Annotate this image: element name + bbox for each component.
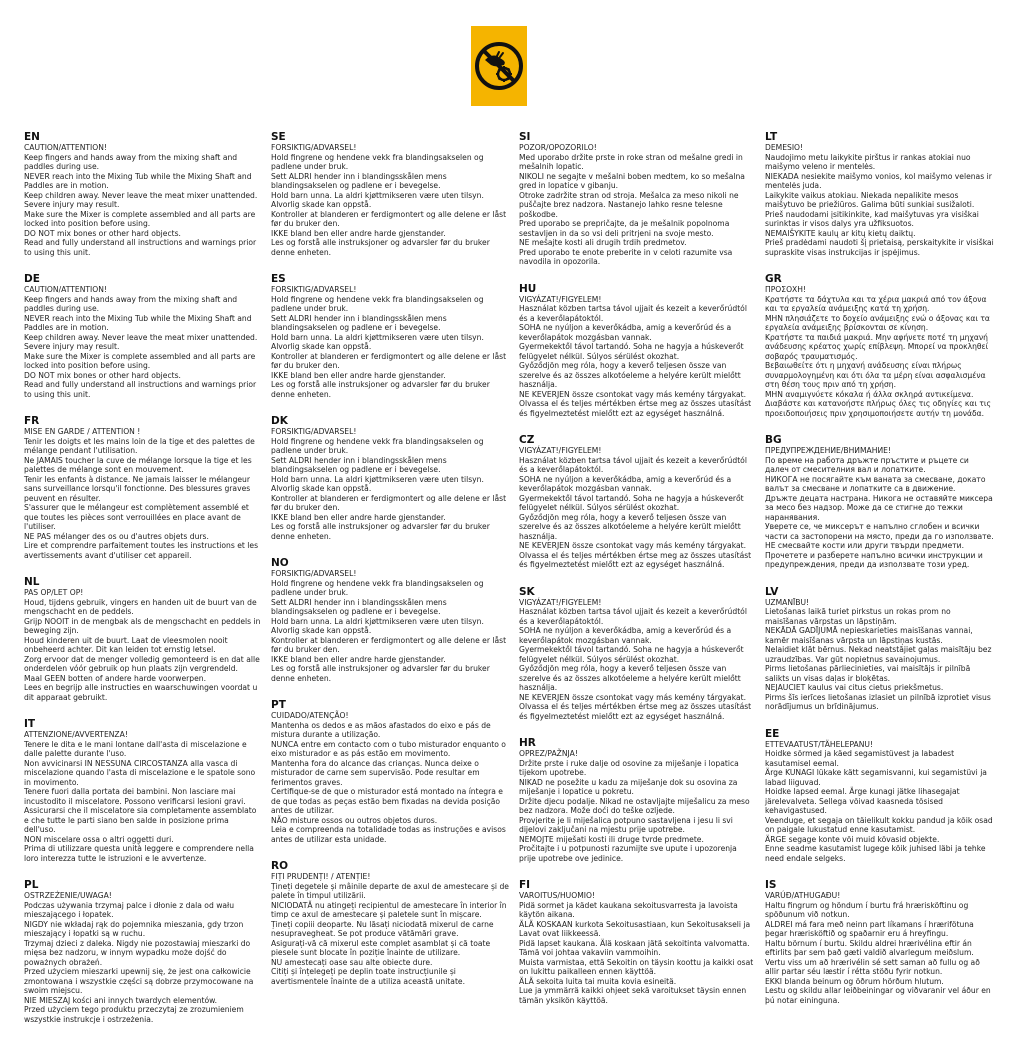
warning-line: Otroke zadržite stran od stroja. Mešalca za meso nikoli ne puščajte brez nadzora. Nastanejo lahko resne telesne poškodbe. <box>519 190 739 219</box>
language-code: PL <box>24 879 39 891</box>
warning-line: NU amestecați oase sau alte obiecte dure. <box>271 957 433 967</box>
warning-heading: VIGYÁZAT!/FIGYELEM! <box>519 294 602 304</box>
language-code: LV <box>765 585 779 598</box>
warning-line: Les og forstå alle instruksjoner og advarsler før du bruker denne enheten. <box>271 380 490 399</box>
language-code: FI <box>519 879 531 891</box>
warning-heading: CAUTION/ATTENTION! <box>24 285 107 294</box>
warning-line: Țineți degetele și mâinile departe de axul de amestecare și de palete în timpul utilizării. <box>271 881 509 900</box>
warning-line: Hoidke sõrmed ja käed segamistüvest ja labadest kasutamisel eemal. <box>765 749 955 768</box>
language-code: DE <box>24 273 40 285</box>
warning-heading: MISE EN GARDE / ATTENTION ! <box>24 427 141 436</box>
warning-line: Przed użyciem tego produktu przeczytaj ze zrozumieniem wszystkie instrukcje i ostrzeżenia. <box>24 1005 244 1024</box>
language-block <box>765 273 994 418</box>
warning-line: Győződjön meg róla, hogy a keverő teljesen össze van szerelve és az összes alkotóeleme a helyére került mielőtt használja. <box>519 361 741 389</box>
warning-line: Enne seadme kasutamist lugege kõik juhised läbi ja tehke need endale selgeks. <box>765 844 986 863</box>
warning-line: Keep children away. Never leave the meat mixer unattended. Severe injury may result. <box>24 190 258 209</box>
warning-line: Tenere le dita e le mani lontane dall'asta di miscelazione e dalle palette durante l'uso. <box>24 739 247 758</box>
warning-line: NEJAUCIET kaulus vai citus cietus priekšmetus. <box>765 683 944 692</box>
warning-line: DO NOT mix bones or other hard objects. <box>24 370 181 380</box>
language-block <box>24 415 261 560</box>
warning-line: Naudojimo metu laikykite pirštus ir rankas atokiai nuo maišymo velenо ir mentelės. <box>765 152 971 171</box>
warning-line: Kontroller at blanderen er ferdigmontert og alle delene er låst før du bruker den. <box>271 635 507 654</box>
warning-line: SOHA ne nyúljon a keverőkádba, amig a keverőrúd és a keverőlapátok mozgásban vannak. <box>519 323 732 342</box>
warning-line: Trzymaj dzieci z daleka. Nigdy nie pozostawiaj mieszarki do mięsa bez nadzoru, w innym wypadku może dojść do poważnych obrażeń. <box>24 938 251 967</box>
language-block <box>271 415 509 541</box>
warning-line: NICIODATĂ nu atingeți recipientul de amestecare în interior în timp ce axul de amestecare și paletele sunt în mișcare. <box>271 900 507 919</box>
warning-line: SOHA ne nyúljon a keverőkádba, amig a keverőrúd és a keverőlapátok mozgásban vannak. <box>519 474 732 493</box>
warning-column <box>519 131 765 1040</box>
warning-heading: VIGYÁZAT!/FIGYELEM! <box>519 597 602 607</box>
warning-line: Κρατήστε τα παιδιά μακριά. Μην αφήνετε ποτέ τη μηχανή ανάδευσης κρέατος χωρίς επίβλεψη. Μπορεί να προκληθεί σοβαρός τραυματισμός. <box>765 332 989 361</box>
warning-line: Ärge KUNAGI lükake kätt segamisvanni, kui segamistüvi ja labad liiguvad. <box>765 768 987 787</box>
warning-line: Leia e compreenda na totalidade todas as instruções e avisos antes de utilizar esta unidade. <box>271 825 506 844</box>
language-block <box>765 131 994 257</box>
warning-line: Tenir les enfants à distance. Ne jamais laisser le mélangeur sans surveillance lorsqu'il fonctionne. Des blessures graves peuvent en résulter. <box>24 474 251 503</box>
warning-line: Διαβάστε και κατανοήστε πλήρως όλες τις οδηγίες και τις προειδοποιήσεις πριν χρησιμοποιήσετε αυτήν τη μονάδα. <box>765 399 991 418</box>
language-block <box>24 718 261 863</box>
warning-line: ÄLÄ KOSKAAN kurkota Sekoitusastiaan, kun Sekoitusakseli ja Lavat ovat liikkeessä. <box>519 919 751 938</box>
language-block <box>765 879 994 1005</box>
warning-line: Lietošanas laikā turiet pirkstus un rokas prom no maisīšanas vārpstas un lāpstiņām. <box>765 607 951 626</box>
warning-line: Hold barn unna. La aldri kjøttmikseren være uten tilsyn. Alvorlig skade kan oppstå. <box>271 190 484 209</box>
warning-line: Ne JAMAIS toucher la cuve de mélange lorsque la tige et les palettes de mélange sont en mouvement. <box>24 455 252 474</box>
warning-line: Make sure the Mixer is complete assembled and all parts are locked into position before using. <box>24 351 256 370</box>
language-block <box>519 131 755 267</box>
warning-line: IKKE bland ben eller andre harde gjenstander. <box>271 512 446 522</box>
warning-line: NIEKADA nesiekite maišymo vonios, kol maišymo velenas ir mentelės juda. <box>765 171 992 190</box>
warning-line: Houd, tijdens gebruik, vingers en handen uit de buurt van de mengschacht en de peddels. <box>24 597 257 616</box>
language-block <box>765 434 994 570</box>
warning-line: Hold fingrene og hendene vekk fra blandingsakselen og padlene under bruk. <box>271 436 484 455</box>
warning-line: Gyermekektől távol tartandó. Soha ne hagyja a húskeverőt felügyelet nélkül. Súlyos sérülést okozhat. <box>519 645 744 664</box>
warning-line: ΜΗΝ πλησιάζετε το δοχείο ανάμειξης ενώ ο άξονας και τα εργαλεία ανάμειξης βρίσκονται σε κίνηση. <box>765 313 990 332</box>
warning-line: Nelaidiet klāt bērnus. Nekad neatstājiet gaļas maisītāju bez uzraudzības. Var gūt nopietnus savainojumus. <box>765 645 992 664</box>
warning-line: Muista varmistaa, että Sekoitin on täysin koottu ja kaikki osat on lukittu paikalleen ennen käyttöä. <box>519 957 754 976</box>
language-block <box>271 860 509 986</box>
warning-line: Mantenha fora do alcance das crianças. Nunca deixe o misturador de carne sem supervisão. Pode resultar em ferimentos graves. <box>271 758 480 787</box>
warnings-grid <box>24 131 1004 1024</box>
warning-line: Citiți și înțelegeți pe deplin toate instrucțiunile și avertismentele înainte de a utiliza această unitate. <box>271 967 466 986</box>
language-code: SK <box>519 585 535 598</box>
warning-line: Držite djecu podalje. Nikad ne ostavljajte miješalicu za meso bez nadzora. Može doći do teške ozljede. <box>519 796 750 815</box>
warning-heading: VARÚÐ/ATHUGAÐU! <box>765 891 841 900</box>
language-block <box>519 879 755 1005</box>
warning-heading: CAUTION/ATTENTION! <box>24 143 107 152</box>
warning-line: IKKE bland ben eller andre harde gjenstander. <box>271 370 446 380</box>
warning-line: Gyermekektől távol tartandó. Soha ne hagyja a húskeverőt felügyelet nélkül. Súlyos sérülést okozhat. <box>519 493 744 512</box>
warning-line: Med uporabo držite prste in roke stran od mešalne gredi in mešalnih lopatic. <box>519 152 743 171</box>
warning-line: Gyermekektől távol tartandó. Soha ne hagyja a húskeverőt felügyelet nélkül. Súlyos sérülést okozhat. <box>519 342 744 361</box>
warning-heading: PAS OP/LET OP! <box>24 588 84 597</box>
warning-line: S'assurer que le mélangeur est complètement assemblé et que toutes les pièces sont verrouillées en place avant de l'utiliser. <box>24 503 249 531</box>
warning-line: Haltu börnum í burtu. Skildu aldrei hrærivélina eftir án eftirlits þar sem það gæti valdið alvarlegum meiðslum. <box>765 938 974 957</box>
warning-line: Használat közben tartsa távol ujjait és kezeit a keverőrúdtól és a keverőlapátoktól. <box>519 304 747 323</box>
warning-line: NE KEVERJEN össze csontokat vagy más kemény tárgyakat. <box>519 541 747 550</box>
warning-line: Houd kinderen uit de buurt. Laat de vleesmolen nooit onbeheerd achter. Dit kan leiden tot ernstig letsel. <box>24 635 228 654</box>
warning-line: Sett ALDRI hender inn i blandingsskålen mens blandingsakselen og padlene er i bevegelse. <box>271 313 447 332</box>
warning-heading: ПРЕДУПРЕЖДЕНИЕ/ВНИМАНИЕ! <box>765 446 891 455</box>
language-block <box>271 131 509 257</box>
warning-heading: DEMESIO! <box>765 143 804 152</box>
warning-line: Olvassa el és teljes mértékben értse meg az összes utasítást és figyelmeztetést mielőtt ezt az egységet használná. <box>519 550 752 569</box>
warning-heading: CUIDADO/ATENÇÃO! <box>271 711 349 720</box>
language-code: EN <box>24 131 40 143</box>
warning-line: NEVER reach into the Mixing Tub while the Mixing Shaft and Paddles are in motion. <box>24 171 252 190</box>
warning-heading: UZMANĪBU! <box>765 597 810 607</box>
warning-line: Laikykite vaikus atokiau. Niekada nepalikite mesos maišytuvo be priežiūros. Galima būti sunkiai susižaloti. <box>765 190 975 209</box>
warning-heading: ATTENZIONE/AVVERTENZA! <box>24 730 128 739</box>
language-code: FR <box>24 415 40 427</box>
warning-line: Tenere fuori dalla portata dei bambini. Non lasciare mai incustodito il miscelatore. Possono verificarsi lesioni gravi. <box>24 787 246 806</box>
warning-line: Győződjön meg róla, hogy a keverő teljesen össze van szerelve és az összes alkotóeleme a helyére került mielőtt használja. <box>519 512 741 541</box>
warning-line: Kontroller at blanderen er ferdigmontert og alle delene er låst før du bruker den. <box>271 493 507 512</box>
language-block <box>765 586 994 712</box>
warning-line: Hold barn unna. La aldri kjøttmikseren være uten tilsyn. Alvorlig skade kan oppstå. <box>271 474 484 493</box>
language-code: NL <box>24 576 40 588</box>
warning-line: Győződjön meg róla, hogy a keverő teljesen össze van szerelve és az összes alkotóeleme a helyére került mielőtt használja. <box>519 664 741 692</box>
warning-line: Lire et comprendre parfaitement toutes les instructions et les avertissements avant d'utiliser cet appareil. <box>24 541 259 560</box>
warning-line: Les og forstå alle instruksjoner og advarsler før du bruker denne enheten. <box>271 238 490 257</box>
warning-line: ÄRGE segage konte või muid kõvasid objekte. <box>765 834 940 844</box>
warning-line: Make sure the Mixer is complete assembled and all parts are locked into position before using. <box>24 209 256 228</box>
warning-heading: FIȚI PRUDENȚI! / ATENȚIE! <box>271 872 371 881</box>
warning-line: Hold fingrene og hendene vekk fra blandingsakselen og padlene under bruk. <box>271 152 484 171</box>
language-code: SE <box>271 131 286 143</box>
warning-heading: ETTEVAATUST/TÄHELEPANU! <box>765 739 874 749</box>
warning-line: NUNCA entre em contacto com o tubo misturador enquanto o eixo misturador e as pás estão em movimento. <box>271 739 506 758</box>
warning-line: Hoidke lapsed eemal. Ärge kunagi jätke lihasegajat järelevalveta. Sellega võivad kaasneda tõsised kehavigastused. <box>765 787 960 815</box>
language-block <box>519 737 755 863</box>
language-code: EE <box>765 727 780 740</box>
warning-line: Grijp NOOIT in de mengbak als de mengschacht en peddels in beweging zijn. <box>24 616 261 635</box>
warning-line: Read and fully understand all instructions and warnings prior to using this unit. <box>24 380 257 399</box>
warning-line: IKKE bland ben eller andre harde gjenstander. <box>271 228 446 238</box>
warning-line: Használat közben tartsa távol ujjait és kezeit a keverőrúdtól és a keverőlapátoktól. <box>519 455 747 474</box>
warning-line: NE mešajte kosti ali drugih trdih predmetov. <box>519 238 687 247</box>
warning-line: EKKI blanda beinum og öðrum hörðum hlutum. <box>765 976 944 986</box>
warning-line: NON miscelare ossa o altri oggetti duri. <box>24 834 174 844</box>
warning-line: Lestu og skildu allar leiðbeiningar og viðvaranir vel áður en þú notar eininguna. <box>765 986 991 1005</box>
warning-line: Vertu viss um að hrærivélin sé sett saman að fullu og að allir partar séu læstir í réttа stöðu fyrir notkun. <box>765 957 980 976</box>
warning-line: Provjerite je li miješalica potpuno sastavljena i jesu li svi dijelovi zaključani na mjestu prije upotrebe. <box>519 815 733 834</box>
warning-column <box>765 131 1004 1040</box>
warning-icon-badge <box>471 26 527 106</box>
language-code: RO <box>271 860 289 872</box>
warning-line: Haltu fingrum og höndum í burtu frá hrærisköftinu og spöðunum við notkun. <box>765 900 969 919</box>
warning-line: Pidä sormet ja kädet kaukana sekoitusvarresta ja lavoista käytön aikana. <box>519 900 738 919</box>
language-code: HR <box>519 737 536 749</box>
warning-heading: FORSIKTIG/ADVARSEL! <box>271 427 357 436</box>
language-block <box>24 879 261 1024</box>
language-code: PT <box>271 699 286 711</box>
warning-line: Țineți copiii deoparte. Nu lăsați niciodată mixerul de carne nesupravegheat. Se pot produce vătămări grave. <box>271 919 494 938</box>
language-block <box>519 434 755 570</box>
warning-heading: OSTRZEŻENIE/UWAGA! <box>24 891 112 900</box>
warning-line: NIGDY nie wkładaj rąk do pojemnika mieszania, gdy trzon mieszający i łopatki są w ruchu. <box>24 919 244 938</box>
warning-line: Prieš pradėdami naudoti šį prietaisą, perskaitykite ir visiškai supraskite visas instrukcijas ir įspėjimus. <box>765 238 994 257</box>
warning-line: Read and fully understand all instructions and warnings prior to using this unit. <box>24 238 257 257</box>
warning-line: NEMOJTE miješati kosti ili druge tvrde predmete. <box>519 834 704 844</box>
warning-line: Pirms šīs ierīces lietošanas izlasiet un pilnībā izprotiet visus norādījumus un brīdinājumus. <box>765 692 991 711</box>
warning-line: Keep fingers and hands away from the mixing shaft and paddles during use. <box>24 294 238 313</box>
warning-column <box>24 131 271 1040</box>
warning-line: Les og forstå alle instruksjoner og advarsler før du bruker denne enheten. <box>271 664 490 683</box>
language-block <box>271 557 509 683</box>
warning-line: Certifique-se de que o misturador está montado na íntegra e de que todas as peças estão bem fixadas na devida posição antes de utilizar. <box>271 787 503 815</box>
warning-line: Pidä lapset kaukana. Älä koskaan jätä sekoitinta valvomatta. Tämä voi johtaa vakaviin vammoihin. <box>519 938 750 957</box>
warning-line: ALDREI má fara með neinn part líkamans í hrærifötuna þegar hrærisköftið og spaðarnir eru á hreyfingu. <box>765 919 974 938</box>
warning-line: Kontroller at blanderen er ferdigmontert og alle delene er låst før du bruker den. <box>271 351 507 370</box>
warning-line: ΜΗΝ αναμιγνύετε κόκαλα ή άλλα σκληρά αντικείμενα. <box>765 389 974 399</box>
warning-line: Sett ALDRI hender inn i blandingsskålen mens blandingsakselen og padlene er i bevegelse. <box>271 597 447 616</box>
warning-line: Hold barn unna. La aldri kjøttmikseren være uten tilsyn. Alvorlig skade kan oppstå. <box>271 332 484 351</box>
warning-line: Zorg ervoor dat de menger volledig gemonteerd is en dat alle onderdelen vóór gebruik op hun plaats zijn vergrendeld. <box>24 654 260 673</box>
warning-line: Olvassa el és teljes mértékben értse meg az összes utasítást és figyelmeztetést mielőtt ezt az egységet használná. <box>519 702 752 721</box>
warning-line: Hold fingrene og hendene vekk fra blandingsakselen og padlene under bruk. <box>271 294 484 313</box>
warning-line: NIE MIESZAJ kości ani innych twardych elementów. <box>24 995 218 1005</box>
warning-line: Prieš naudodami įsitikinkite, kad maišytuvas yra visiškai surinktas ir visos dalys yra užfiksuotos. <box>765 209 979 228</box>
language-code: BG <box>765 434 782 446</box>
language-block <box>519 586 755 722</box>
warning-line: Lees en begrijp alle instructies en waarschuwingen voordat u dit apparaat gebruikt. <box>24 683 258 702</box>
warning-heading: VIGYÁZAT!/FIGYELEM! <box>519 446 602 455</box>
warning-line: Assicurarsi che il miscelatore sia completamente assemblato e che tutte le parti siano ben salde in posizione prima dell'uso. <box>24 806 257 834</box>
language-code: ES <box>271 273 286 285</box>
warning-line: Pred uporabo te enote preberite in v celoti razumite vsa navodila in opozorila. <box>519 247 733 266</box>
warning-line: Уверете се, че миксерът е напълно сглобен и всички части са застопорени на място, преди да го използвате. <box>765 522 994 541</box>
language-block <box>765 728 994 864</box>
warning-line: Lue ja ymmärrä kaikki ohjeet sekä varoitukset täysin ennen tämän yksikön käyttöä. <box>519 986 747 1005</box>
language-code: GR <box>765 273 782 285</box>
warning-line: Pred uporabo se prepričajte, da je mešalnik popolnoma sestavljen in da so vsi deli pritrjeni na svoje mesto. <box>519 219 730 238</box>
warning-column <box>271 131 519 1040</box>
language-block <box>271 699 509 844</box>
warning-line: Sett ALDRI hender inn i blandingsskålen mens blandingsakselen og padlene er i bevegelse. <box>271 171 447 190</box>
warning-line: ÄLÄ sekoita luita tai muita kovia esineitä. <box>519 976 677 986</box>
warning-line: Asigurați-vă că mixerul este complet asamblat și că toate piesele sunt blocate în poziție înainte de utilizare. <box>271 938 491 957</box>
warning-line: NEMAIŠYKITE kaulų ar kitų kietų daiktų. <box>765 228 916 238</box>
language-block <box>24 273 261 399</box>
warning-heading: FORSIKTIG/ADVARSEL! <box>271 569 357 578</box>
language-block <box>24 576 261 702</box>
warning-line: NE KEVERJEN össze csontokat vagy más kemény tárgyakat. <box>519 692 747 702</box>
language-code: IT <box>24 718 36 730</box>
no-hand-in-mixer-icon <box>473 40 525 92</box>
warning-line: НЕ смесвайте кости или други твърди предмети. <box>765 541 965 550</box>
warning-heading: FORSIKTIG/ADVARSEL! <box>271 285 357 294</box>
warning-line: Przed użyciem mieszarki upewnij się, że jest ona całkowicie zmontowana i wszystkie części są dobrze przymocowane na swoim miejscu. <box>24 967 254 995</box>
warning-line: Les og forstå alle instruksjoner og advarsler før du bruker denne enheten. <box>271 522 490 541</box>
warning-line: Дръжте децата настрана. Никога не оставяйте миксера за месо без надзор. Може да се стигне до тежки наранявания. <box>765 493 993 522</box>
warning-line: Keep children away. Never leave the meat mixer unattended. Severe injury may result. <box>24 332 258 351</box>
warning-line: Βεβαιωθείτε ότι η μηχανή ανάδευσης είναι πλήρως συναρμολογημένη και ότι όλα τα μέρη είναι ασφαλισμένα στη θέση τους πριν από τη χρήση. <box>765 361 986 389</box>
warning-line: Hold barn unna. La aldri kjøttmikseren være uten tilsyn. Alvorlig skade kan oppstå. <box>271 616 484 635</box>
warning-line: Podczas używania trzymaj palce i dłonie z dala od wału mieszającego i łopatek. <box>24 900 235 919</box>
warning-line: Prima di utilizzare questa unità leggere e comprendere nella loro interezza tutte le istruzioni e le avvertenze. <box>24 844 254 863</box>
language-code: DK <box>271 415 288 427</box>
warning-heading: FORSIKTIG/ADVARSEL! <box>271 143 357 152</box>
warning-heading: VAROITUS/HUOMIO! <box>519 891 596 900</box>
warning-line: Прочетете и разберете напълно всички инструкции и предупреждения, преди да използвате този уред. <box>765 550 983 569</box>
warning-line: NIKAD ne posežite u kadu za miješanje dok su osovina za miješanje i lopatice u pokretu. <box>519 777 738 796</box>
warning-line: Tenir les doigts et les mains loin de la tige et des palettes de mélange pendant l'utilisation. <box>24 436 255 455</box>
warning-line: Držite prste i ruke dalje od osovine za miješanje i lopatica tijekom upotrebe. <box>519 758 739 777</box>
warning-line: NIKOLI ne segajte v mešalni boben medtem, ko so mešalna gred in lopatice v gibanju. <box>519 171 745 190</box>
warning-heading: POZOR/OPOZORILO! <box>519 143 597 152</box>
warning-line: DO NOT mix bones or other hard objects. <box>24 228 181 238</box>
warning-line: NEVER reach into the Mixing Tub while the Mixing Shaft and Paddles are in motion. <box>24 313 252 332</box>
warning-line: Pirms lietošanas pārliecinieties, vai maisītājs ir pilnībā salikts un visas daļas ir bloķētas. <box>765 664 971 683</box>
warning-line: Veenduge, et segaja on täielikult kokku pandud ja kõik osad on paigale lukustatud enne kasutamist. <box>765 815 993 834</box>
warning-line: Κρατήστε τα δάχτυλα και τα χέρια μακριά από τον άξονα και τα εργαλεία ανάμειξης κατά τη χρήση. <box>765 294 987 313</box>
warning-line: НИКОГА не посягайте към ваната за смесване, докато валът за смесване и лопатките са в движение. <box>765 474 986 493</box>
warning-line: Hold fingrene og hendene vekk fra blandingsakselen og padlene under bruk. <box>271 578 484 597</box>
warning-line: NEKĀDĀ GADĪJUMĀ nepieskarieties maisīšanas vannai, kamēr maisīšanas vārpsta un lāpstiņas kustās. <box>765 626 973 645</box>
warning-line: NÃO misture ossos ou outros objetos duros. <box>271 815 438 825</box>
warning-line: NE KEVERJEN össze csontokat vagy más kemény tárgyakat. <box>519 389 747 399</box>
language-block <box>24 131 261 257</box>
language-code: SI <box>519 131 531 143</box>
warning-line: Keep fingers and hands away from the mixing shaft and paddles during use. <box>24 152 238 171</box>
warning-line: Használat közben tartsa távol ujjait és kezeit a keverőrúdtól és a keverőlapátoktól. <box>519 607 747 626</box>
warning-line: По време на работа дръжте пръстите и ръцете си далеч от смесителния вал и лопатките. <box>765 455 969 474</box>
warning-line: IKKE bland ben eller andre harde gjenstander. <box>271 654 446 664</box>
language-code: CZ <box>519 434 535 446</box>
language-block <box>519 283 755 419</box>
warning-line: Mantenha os dedos e as mãos afastados do eixo e pás de mistura durante a utilização. <box>271 720 491 739</box>
warning-heading: ΠΡΟΣΟΧΗ! <box>765 285 806 294</box>
warning-heading: OPREZ/PAŽNJA! <box>519 749 578 758</box>
language-block <box>271 273 509 399</box>
warning-line: NE PAS mélanger des os ou d'autres objets durs. <box>24 531 209 541</box>
warning-line: Non avvicinarsi IN NESSUNA CIRCOSTANZA alla vasca di miscelazione quando l'asta di miscelazione e le spatole sono in movimento. <box>24 758 256 787</box>
language-code: NO <box>271 557 289 569</box>
warning-line: SOHA ne nyúljon a keverőkádba, amig a keverőrúd és a keverőlapátok mozgásban vannak. <box>519 626 732 645</box>
warning-line: Maal GEEN botten of andere harde voorwerpen. <box>24 673 207 683</box>
warning-line: Sett ALDRI hender inn i blandingsskålen mens blandingsakselen og padlene er i bevegelse. <box>271 455 447 474</box>
language-code: IS <box>765 879 777 891</box>
language-code: HU <box>519 282 537 295</box>
warning-line: Olvassa el és teljes mértékben értse meg az összes utasítást és figyelmeztetést mielőtt ezt az egységet használná. <box>519 399 752 418</box>
warning-line: Kontroller at blanderen er ferdigmontert og alle delene er låst før du bruker den. <box>271 209 507 228</box>
warning-line: Pročitajte i u potpunosti razumijte sve upute i upozorenja prije upotrebe ove jedinice. <box>519 844 737 863</box>
language-code: LT <box>765 131 778 143</box>
